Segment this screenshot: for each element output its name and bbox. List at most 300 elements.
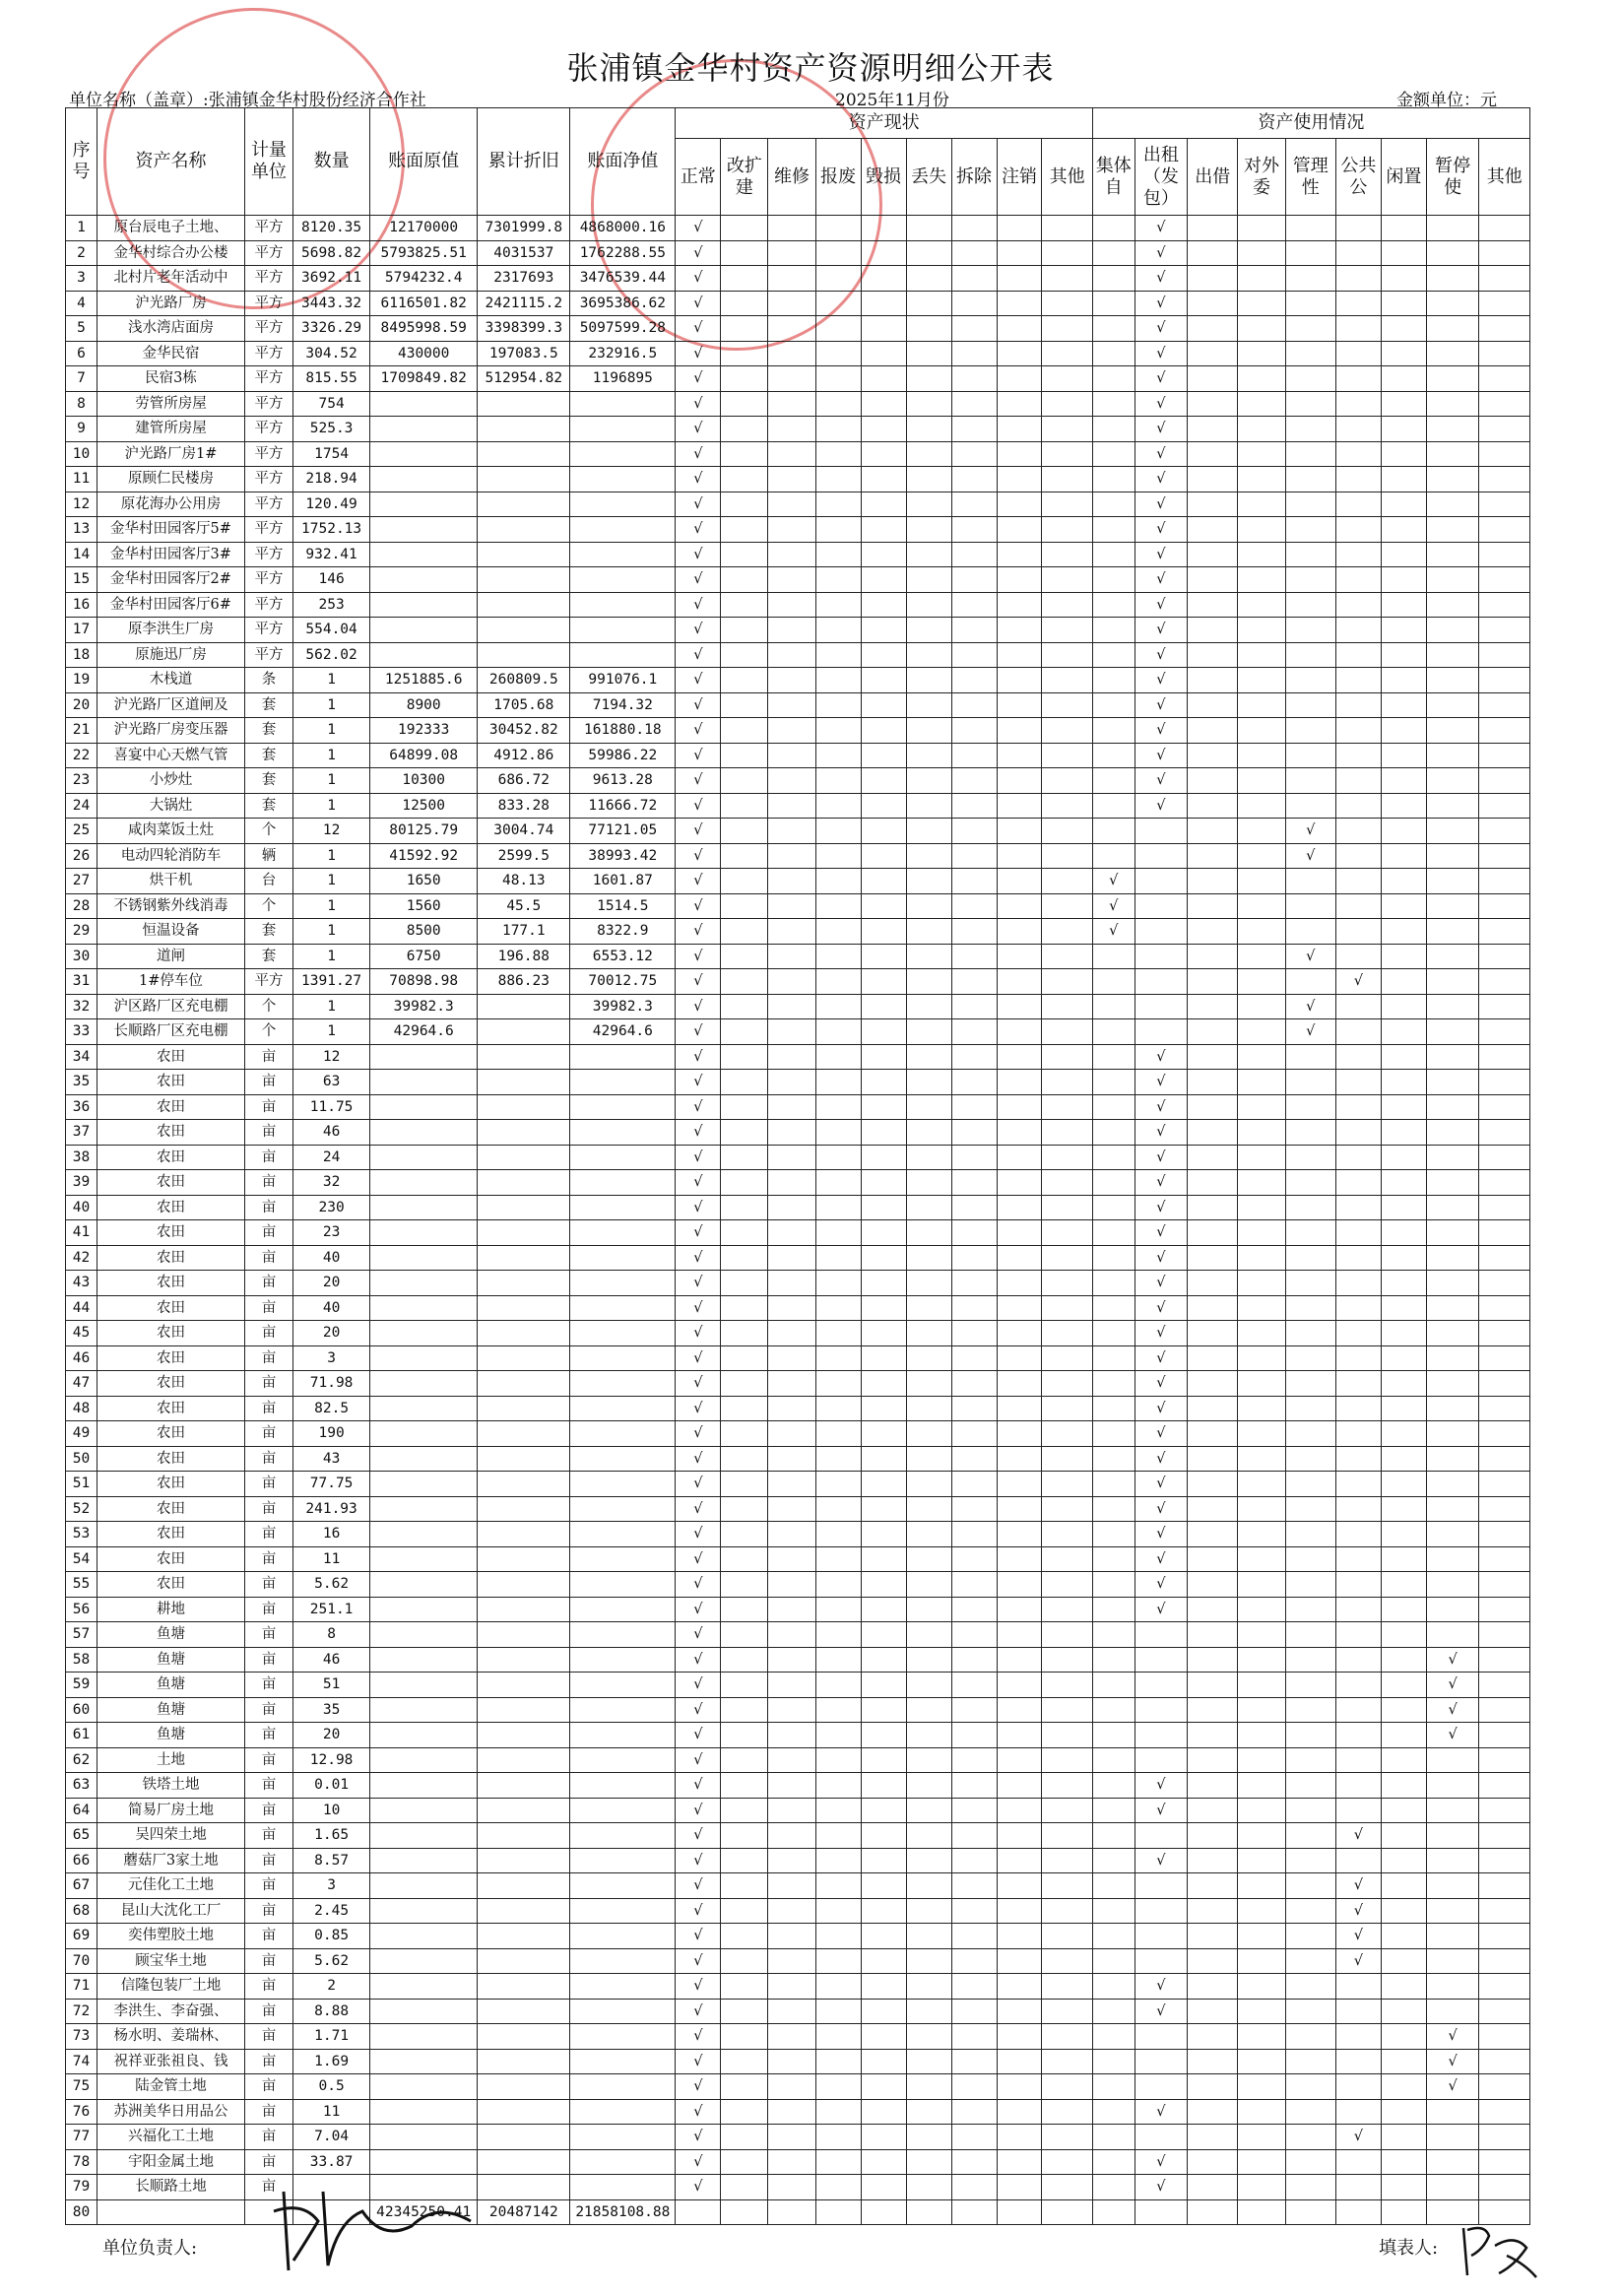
- net-value-cell: 1196895: [570, 366, 676, 392]
- usage-check-cell: [1381, 1546, 1426, 1572]
- unit-name: 单位名称（盖章）:张浦镇金华村股份经济合作社: [69, 91, 426, 110]
- orig-value-cell: [370, 1421, 478, 1447]
- status-check-cell: √: [676, 1673, 721, 1698]
- qty-cell: 304.52: [293, 341, 370, 366]
- status-check-cell: [815, 441, 861, 467]
- usage-check-cell: [1426, 1948, 1478, 1974]
- usage-check-cell: [1238, 492, 1285, 517]
- table-row: [66, 1823, 1530, 1849]
- usage-check-cell: [1426, 994, 1478, 1019]
- usage-check-cell: [1479, 1170, 1530, 1196]
- table-row: [66, 1522, 1530, 1547]
- depreciation-cell: 45.5: [478, 893, 570, 919]
- status-check-cell: [815, 692, 861, 718]
- status-check-cell: [1042, 2024, 1092, 2050]
- usage-check-cell: [1092, 1924, 1135, 1949]
- usage-check-cell: [1188, 1848, 1238, 1873]
- usage-check-cell: [1092, 1271, 1135, 1296]
- usage-check-cell: [1479, 592, 1530, 618]
- usage-check-cell: [1238, 1747, 1285, 1773]
- orig-value-cell: 70898.98: [370, 969, 478, 995]
- qty-cell: 8120.35: [293, 216, 370, 241]
- usage-check-cell: [1381, 1798, 1426, 1823]
- status-check-cell: [1042, 642, 1092, 668]
- qty-cell: 1: [293, 944, 370, 969]
- usage-check-cell: [1285, 216, 1335, 241]
- status-check-cell: [861, 2049, 906, 2074]
- status-check-cell: [721, 1723, 768, 1748]
- net-value-cell: 42964.6: [570, 1019, 676, 1045]
- qty-cell: 1: [293, 743, 370, 768]
- usage-check-cell: [1426, 692, 1478, 718]
- status-check-cell: [951, 1220, 997, 1246]
- status-check-cell: √: [676, 1472, 721, 1497]
- usage-check-cell: √: [1135, 1195, 1187, 1220]
- usage-check-cell: [1188, 1823, 1238, 1849]
- usage-check-cell: [1188, 1773, 1238, 1799]
- usage-check-cell: [1135, 1823, 1187, 1849]
- usage-check-cell: [1188, 1647, 1238, 1673]
- usage-check-cell: [1381, 1898, 1426, 1924]
- usage-check-cell: [1188, 1673, 1238, 1698]
- asset-name-cell: 简易厂房土地: [97, 1798, 245, 1823]
- status-check-cell: √: [676, 1044, 721, 1070]
- status-check-cell: [906, 1120, 951, 1146]
- depreciation-cell: [478, 517, 570, 543]
- usage-check-cell: [1426, 1773, 1478, 1799]
- table-row: [66, 1673, 1530, 1698]
- usage-check-cell: [1092, 266, 1135, 292]
- depreciation-cell: [478, 1295, 570, 1321]
- usage-check-cell: [1285, 1848, 1335, 1873]
- usage-check-cell: [1479, 1446, 1530, 1472]
- depreciation-cell: 686.72: [478, 768, 570, 794]
- status-check-cell: [1042, 1572, 1092, 1598]
- unit-cell: 平方: [244, 391, 292, 417]
- status-check-cell: [768, 391, 815, 417]
- usage-check-cell: [1092, 1597, 1135, 1622]
- status-check-cell: [721, 1446, 768, 1472]
- status-check-cell: [906, 291, 951, 316]
- orig-value-cell: 5793825.51: [370, 240, 478, 266]
- usage-check-cell: √: [1285, 994, 1335, 1019]
- usage-check-cell: [1479, 1421, 1530, 1447]
- usage-check-cell: [1135, 1697, 1187, 1723]
- usage-check-cell: [1381, 1974, 1426, 2000]
- usage-check-cell: [1381, 1421, 1426, 1447]
- status-check-cell: [906, 567, 951, 593]
- status-check-cell: [721, 1848, 768, 1873]
- usage-check-cell: [1188, 2049, 1238, 2074]
- status-check-cell: [951, 1773, 997, 1799]
- status-check-cell: [951, 240, 997, 266]
- usage-check-cell: [1285, 1094, 1335, 1120]
- usage-check-cell: [1285, 1371, 1335, 1397]
- qty-cell: 32: [293, 1170, 370, 1196]
- usage-check-cell: [1381, 467, 1426, 492]
- usage-check-cell: [1092, 1622, 1135, 1648]
- status-check-cell: √: [676, 2074, 721, 2100]
- seq-cell: 22: [66, 743, 97, 768]
- table-body: [66, 216, 1530, 2225]
- status-check-cell: √: [676, 1697, 721, 1723]
- status-check-cell: [906, 994, 951, 1019]
- table-row: [66, 1472, 1530, 1497]
- usage-check-cell: [1426, 1245, 1478, 1271]
- qty-cell: 120.49: [293, 492, 370, 517]
- status-check-cell: [861, 969, 906, 995]
- asset-name-cell: 李洪生、李奋强、: [97, 1999, 245, 2024]
- usage-check-cell: [1092, 1522, 1135, 1547]
- usage-check-cell: √: [1135, 266, 1187, 292]
- seq-cell: 61: [66, 1723, 97, 1748]
- asset-name-cell: 金华村田园客厅3#: [97, 542, 245, 567]
- unit-cell: 亩: [244, 1446, 292, 1472]
- status-check-cell: √: [676, 1070, 721, 1095]
- unit-cell: 套: [244, 718, 292, 744]
- usage-check-cell: [1285, 1924, 1335, 1949]
- status-check-cell: [951, 517, 997, 543]
- status-check-cell: [721, 417, 768, 442]
- status-check-cell: [721, 1948, 768, 1974]
- asset-name-cell: 昆山大沈化工厂: [97, 1898, 245, 1924]
- usage-check-cell: [1188, 1295, 1238, 1321]
- net-value-cell: 38993.42: [570, 843, 676, 869]
- usage-check-cell: [1381, 1747, 1426, 1773]
- usage-check-cell: [1335, 1848, 1381, 1873]
- status-check-cell: √: [676, 1798, 721, 1823]
- status-check-cell: [815, 2074, 861, 2100]
- status-check-cell: √: [676, 316, 721, 342]
- asset-name-cell: 沪光路厂房: [97, 291, 245, 316]
- net-value-cell: 9613.28: [570, 768, 676, 794]
- status-check-cell: [1042, 567, 1092, 593]
- usage-check-cell: [1285, 2024, 1335, 2050]
- usage-check-cell: [1426, 592, 1478, 618]
- asset-name-cell: 农田: [97, 1070, 245, 1095]
- usage-check-cell: [1188, 2125, 1238, 2150]
- qty-cell: 63: [293, 1070, 370, 1095]
- usage-check-cell: [1238, 1170, 1285, 1196]
- status-check-cell: [861, 1622, 906, 1648]
- status-check-cell: [997, 2074, 1042, 2100]
- usage-check-cell: [1381, 517, 1426, 543]
- status-check-cell: [815, 1496, 861, 1522]
- status-check-cell: [997, 1999, 1042, 2024]
- table-row: [66, 2024, 1530, 2050]
- usage-check-cell: [1188, 1898, 1238, 1924]
- asset-name-cell: 鱼塘: [97, 1647, 245, 1673]
- usage-check-cell: [1188, 1472, 1238, 1497]
- orig-value-cell: [370, 1371, 478, 1397]
- status-check-cell: [676, 2199, 721, 2225]
- status-check-cell: [951, 2099, 997, 2125]
- qty-cell: 1: [293, 869, 370, 894]
- table-row: [66, 1271, 1530, 1296]
- usage-check-cell: [1426, 1220, 1478, 1246]
- depreciation-cell: [478, 1271, 570, 1296]
- status-check-cell: [861, 869, 906, 894]
- depreciation-cell: 886.23: [478, 969, 570, 995]
- usage-check-cell: [1285, 1522, 1335, 1547]
- usage-check-cell: [1285, 2149, 1335, 2175]
- status-check-cell: [997, 1898, 1042, 1924]
- net-value-cell: 39982.3: [570, 994, 676, 1019]
- usage-check-cell: [1238, 1522, 1285, 1547]
- status-check-cell: [815, 542, 861, 567]
- status-check-cell: [815, 642, 861, 668]
- usage-check-cell: [1285, 2125, 1335, 2150]
- depreciation-cell: [478, 1999, 570, 2024]
- status-check-cell: [906, 1195, 951, 1220]
- handwritten-signature: [264, 2152, 481, 2280]
- table-row: [66, 718, 1530, 744]
- usage-check-cell: [1381, 1220, 1426, 1246]
- usage-check-cell: [1188, 467, 1238, 492]
- orig-value-cell: 6750: [370, 944, 478, 969]
- header-usage: 出租（发包）: [1135, 139, 1187, 216]
- status-check-cell: √: [676, 1723, 721, 1748]
- table-row: [66, 1546, 1530, 1572]
- status-check-cell: [721, 1396, 768, 1421]
- status-check-cell: [861, 1999, 906, 2024]
- seq-cell: 50: [66, 1446, 97, 1472]
- table-row: [66, 1747, 1530, 1773]
- usage-check-cell: [1479, 567, 1530, 593]
- orig-value-cell: [370, 1145, 478, 1170]
- status-check-cell: [768, 2149, 815, 2175]
- status-check-cell: [861, 1697, 906, 1723]
- status-check-cell: √: [676, 1019, 721, 1045]
- usage-check-cell: [1479, 1271, 1530, 1296]
- status-check-cell: √: [676, 1245, 721, 1271]
- usage-check-cell: √: [1092, 869, 1135, 894]
- seq-cell: 53: [66, 1522, 97, 1547]
- status-check-cell: [721, 1572, 768, 1598]
- asset-name-cell: 沪光路厂区道闸及: [97, 692, 245, 718]
- table-row: [66, 1974, 1530, 2000]
- orig-value-cell: 192333: [370, 718, 478, 744]
- status-check-cell: [906, 1094, 951, 1120]
- status-check-cell: [768, 441, 815, 467]
- status-check-cell: [768, 1170, 815, 1196]
- net-value-cell: [570, 417, 676, 442]
- status-check-cell: √: [676, 417, 721, 442]
- usage-check-cell: [1092, 1472, 1135, 1497]
- status-check-cell: [815, 1747, 861, 1773]
- usage-check-cell: √: [1135, 2099, 1187, 2125]
- asset-name-cell: 金华村田园客厅5#: [97, 517, 245, 543]
- usage-check-cell: [1381, 1697, 1426, 1723]
- usage-check-cell: [1135, 1019, 1187, 1045]
- usage-check-cell: [1479, 1371, 1530, 1397]
- net-value-cell: [570, 2024, 676, 2050]
- status-check-cell: [768, 341, 815, 366]
- usage-check-cell: √: [1426, 2049, 1478, 2074]
- usage-check-cell: [1381, 1145, 1426, 1170]
- qty-cell: 146: [293, 567, 370, 593]
- seq-cell: 80: [66, 2199, 97, 2225]
- seq-cell: 73: [66, 2024, 97, 2050]
- table-row: [66, 266, 1530, 292]
- status-check-cell: [951, 1898, 997, 1924]
- orig-value-cell: [370, 642, 478, 668]
- status-check-cell: [1042, 1522, 1092, 1547]
- usage-check-cell: [1285, 1572, 1335, 1598]
- depreciation-cell: 4912.86: [478, 743, 570, 768]
- usage-check-cell: √: [1135, 1120, 1187, 1146]
- unit-cell: 亩: [244, 1220, 292, 1246]
- depreciation-cell: [478, 1948, 570, 1974]
- usage-check-cell: [1426, 1120, 1478, 1146]
- status-check-cell: [815, 1697, 861, 1723]
- orig-value-cell: [370, 1321, 478, 1346]
- status-check-cell: [861, 1647, 906, 1673]
- usage-check-cell: [1426, 1094, 1478, 1120]
- table-row: [66, 642, 1530, 668]
- usage-check-cell: [1238, 341, 1285, 366]
- asset-name-cell: 金华民宿: [97, 341, 245, 366]
- usage-check-cell: [1285, 517, 1335, 543]
- status-check-cell: [768, 1145, 815, 1170]
- status-check-cell: [815, 618, 861, 643]
- table-row: [66, 1647, 1530, 1673]
- usage-check-cell: [1092, 994, 1135, 1019]
- usage-check-cell: [1092, 969, 1135, 995]
- orig-value-cell: 1560: [370, 893, 478, 919]
- status-check-cell: [997, 1873, 1042, 1899]
- depreciation-cell: 2421115.2: [478, 291, 570, 316]
- usage-check-cell: [1381, 2074, 1426, 2100]
- usage-check-cell: [1238, 1898, 1285, 1924]
- usage-check-cell: [1285, 1446, 1335, 1472]
- usage-check-cell: [1381, 1271, 1426, 1296]
- depreciation-cell: 3398399.3: [478, 316, 570, 342]
- status-check-cell: √: [676, 1220, 721, 1246]
- orig-value-cell: [370, 1723, 478, 1748]
- asset-name-cell: 土地: [97, 1747, 245, 1773]
- usage-check-cell: √: [1135, 1345, 1187, 1371]
- status-check-cell: √: [676, 944, 721, 969]
- table-row: [66, 1120, 1530, 1146]
- asset-name-cell: 民宿3栋: [97, 366, 245, 392]
- status-check-cell: [951, 391, 997, 417]
- table-row: [66, 668, 1530, 693]
- usage-check-cell: [1092, 2199, 1135, 2225]
- depreciation-cell: 7301999.8: [478, 216, 570, 241]
- status-check-cell: [1042, 517, 1092, 543]
- seq-cell: 32: [66, 994, 97, 1019]
- status-check-cell: [997, 1421, 1042, 1447]
- net-value-cell: [570, 1948, 676, 1974]
- usage-check-cell: [1381, 1070, 1426, 1095]
- orig-value-cell: [370, 1195, 478, 1220]
- status-check-cell: [768, 592, 815, 618]
- qty-cell: 0.5: [293, 2074, 370, 2100]
- status-check-cell: [861, 467, 906, 492]
- usage-check-cell: [1479, 1044, 1530, 1070]
- usage-check-cell: [1188, 743, 1238, 768]
- usage-check-cell: [1188, 1999, 1238, 2024]
- orig-value-cell: [370, 1572, 478, 1598]
- orig-value-cell: [370, 1496, 478, 1522]
- usage-check-cell: √: [1135, 441, 1187, 467]
- status-check-cell: [861, 1044, 906, 1070]
- asset-name-cell: 农田: [97, 1321, 245, 1346]
- status-check-cell: [721, 642, 768, 668]
- unit-cell: 亩: [244, 1647, 292, 1673]
- usage-check-cell: [1092, 793, 1135, 819]
- status-check-cell: [721, 1321, 768, 1346]
- qty-cell: 23: [293, 1220, 370, 1246]
- status-check-cell: [906, 2199, 951, 2225]
- seq-cell: 18: [66, 642, 97, 668]
- status-check-cell: [906, 1371, 951, 1397]
- asset-name-cell: 原台辰电子土地、: [97, 216, 245, 241]
- usage-check-cell: √: [1135, 492, 1187, 517]
- usage-check-cell: [1188, 2024, 1238, 2050]
- usage-check-cell: [1238, 1673, 1285, 1698]
- status-check-cell: [997, 1371, 1042, 1397]
- usage-check-cell: [1285, 1773, 1335, 1799]
- status-check-cell: [721, 2125, 768, 2150]
- usage-check-cell: [1188, 1421, 1238, 1447]
- status-check-cell: [906, 1823, 951, 1849]
- status-check-cell: [861, 1823, 906, 1849]
- usage-check-cell: [1285, 1396, 1335, 1421]
- status-check-cell: [721, 1421, 768, 1447]
- net-value-cell: 1762288.55: [570, 240, 676, 266]
- status-check-cell: [1042, 1798, 1092, 1823]
- usage-check-cell: [1188, 642, 1238, 668]
- usage-check-cell: [1426, 1044, 1478, 1070]
- status-check-cell: [951, 1798, 997, 1823]
- status-check-cell: [951, 994, 997, 1019]
- seq-cell: 37: [66, 1120, 97, 1146]
- status-check-cell: [1042, 768, 1092, 794]
- status-check-cell: [768, 1948, 815, 1974]
- status-check-cell: [768, 542, 815, 567]
- status-check-cell: [861, 1145, 906, 1170]
- usage-check-cell: [1381, 1371, 1426, 1397]
- seq-cell: 35: [66, 1070, 97, 1095]
- orig-value-cell: 10300: [370, 768, 478, 794]
- status-check-cell: [768, 1094, 815, 1120]
- usage-check-cell: [1381, 2199, 1426, 2225]
- status-check-cell: [997, 1295, 1042, 1321]
- usage-check-cell: √: [1135, 1798, 1187, 1823]
- status-check-cell: [951, 1999, 997, 2024]
- status-check-cell: [815, 743, 861, 768]
- status-check-cell: [906, 668, 951, 693]
- usage-check-cell: [1335, 919, 1381, 945]
- status-check-cell: [721, 1070, 768, 1095]
- qty-cell: 8.57: [293, 1848, 370, 1873]
- net-value-cell: [570, 1773, 676, 1799]
- usage-check-cell: [1335, 944, 1381, 969]
- asset-name-cell: 农田: [97, 1044, 245, 1070]
- currency-unit: 金额单位：元: [1396, 91, 1497, 110]
- status-check-cell: [997, 1522, 1042, 1547]
- status-check-cell: [1042, 1044, 1092, 1070]
- usage-check-cell: [1238, 1823, 1285, 1849]
- status-check-cell: [815, 1195, 861, 1220]
- status-check-cell: [951, 1546, 997, 1572]
- orig-value-cell: 430000: [370, 341, 478, 366]
- net-value-cell: [570, 517, 676, 543]
- seq-cell: 16: [66, 592, 97, 618]
- seq-cell: 27: [66, 869, 97, 894]
